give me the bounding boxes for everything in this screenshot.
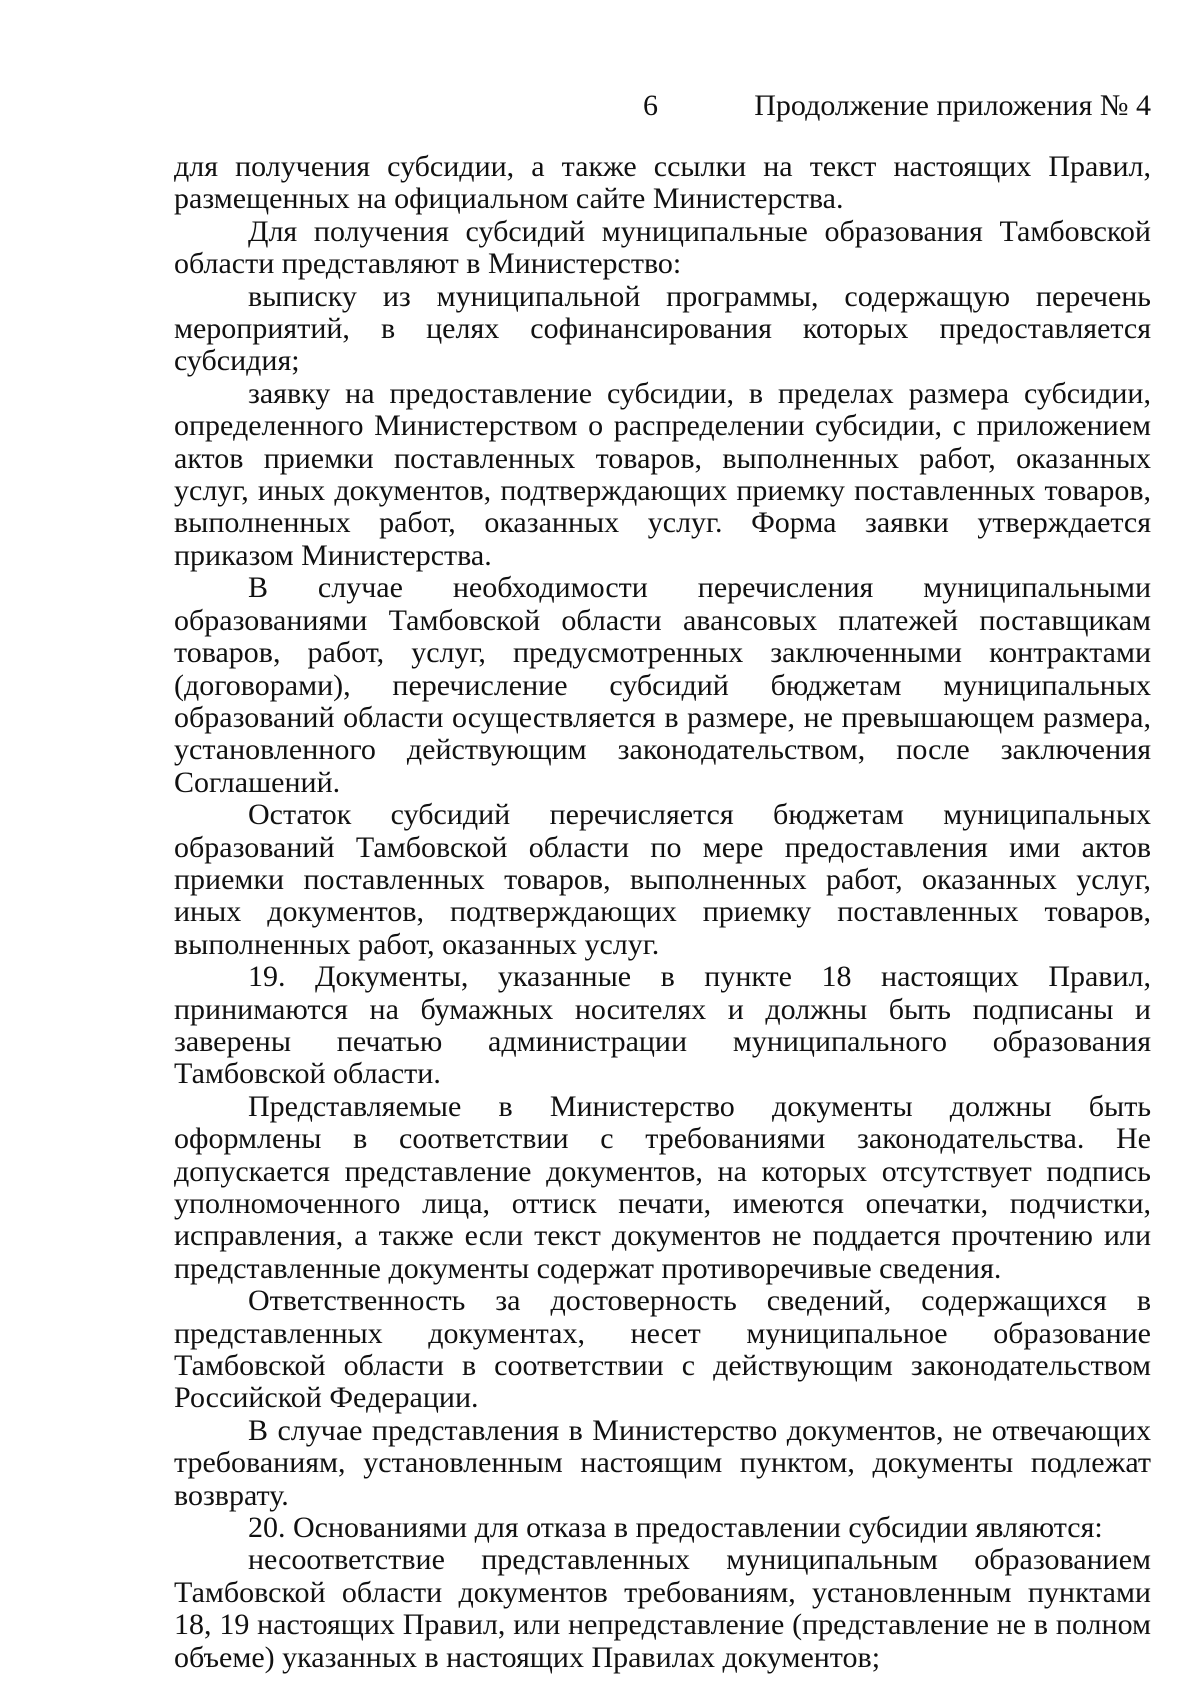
- paragraph-clause-19: 19. Документы, указанные в пункте 18 настоящих Правил, принимаются на бумажных носителях и должны быть подписаны и заверены печатью администрации муниципального образования Тамбовской области.: [174, 960, 1151, 1091]
- page-header: [0, 86, 1200, 126]
- paragraph-application: заявку на предоставление субсидии, в пределах размера субсидии, определенного Министерством о распределении субсидии, с приложением актов приемки поставленных товаров, выполненных работ, оказанных услуг, иных документов, подтверждающих приемку поставленных товаров, выполненных работ, оказанных услуг. Форма заявки утверждается приказом Министерства.: [174, 376, 1151, 572]
- paragraph-remaining-subsidy: Остаток субсидий перечисляется бюджетам муниципальных образований Тамбовской области по мере предоставления ими актов приемки поставленных товаров, выполненных работ, оказанных услуг, иных документов, подтверждающих приемку поставленных товаров, выполненных работ, оказанных услуг.: [174, 798, 1151, 961]
- document-body: [174, 151, 1151, 1674]
- paragraph-clause-20: 20. Основаниями для отказа в предоставлении субсидии являются:: [248, 1511, 1103, 1545]
- paragraph-continuation: для получения субсидии, а также ссылки на текст настоящих Правил, размещенных на официальном сайте Министерства.: [174, 150, 1151, 216]
- page-number: 6: [643, 89, 658, 122]
- paragraph-submission-intro: Для получения субсидий муниципальные образования Тамбовской области представляют в Министерство:: [174, 214, 1151, 281]
- paragraph-advance-payments: В случае необходимости перечисления муниципальными образованиями Тамбовской области авансовых платежей поставщикам товаров, работ, услуг, предусмотренных заключенными контрактами (договорами), перечисление субсидий бюджетам муниципальных образований области осуществляется в размере, не превышающем размера, установленного действующим законодательством, после заключения Соглашений.: [174, 571, 1151, 799]
- paragraph-responsibility: Ответственность за достоверность сведений, содержащихся в представленных документах, несет муниципальное образование Тамбовской области в соответствии с действующим законодательством Российской Федерации.: [174, 1284, 1151, 1415]
- paragraph-refusal-ground: несоответствие представленных муниципальным образованием Тамбовской области документов требованиям, установленным пунктами 18, 19 настоящих Правил, или непредставление (представление не в полном объеме) указанных в настоящих Правилах документов;: [174, 1543, 1151, 1674]
- appendix-label: Продолжение приложения № 4: [754, 89, 1151, 122]
- paragraph-document-return: В случае представления в Министерство документов, не отвечающих требованиям, установленным настоящим пунктом, документы подлежат возврату.: [174, 1413, 1151, 1512]
- paragraph-document-requirements: Представляемые в Министерство документы должны быть оформлены в соответствии с требованиями законодательства. Не допускается представление документов, на которых отсутствует подпись уполномоченного лица, оттиск печати, имеются опечатки, подчистки, исправления, а также если текст документов не поддается прочтению или представленные документы содержат противоречивые сведения.: [174, 1089, 1151, 1285]
- paragraph-program-extract: выписку из муниципальной программы, содержащую перечень мероприятий, в целях софинансирования которых предоставляется субсидия;: [174, 279, 1151, 378]
